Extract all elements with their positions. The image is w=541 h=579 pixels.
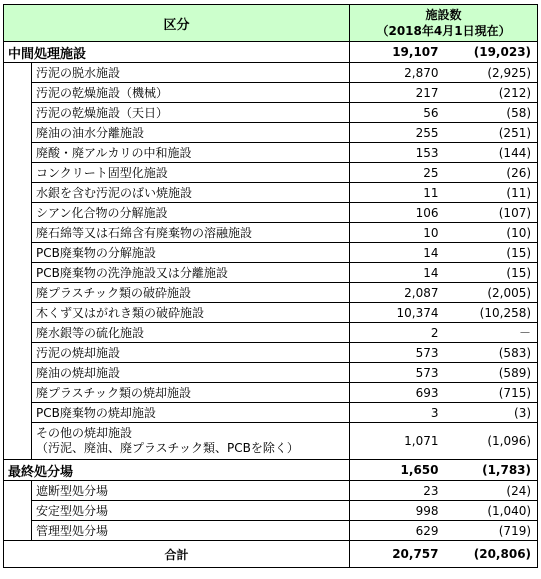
indent-cell [4, 243, 32, 263]
item-name: 汚泥の焼却施設 [32, 343, 350, 363]
item-prev-value: (3) [445, 403, 538, 423]
item-name: 廃酸・廃アルカリの中和施設 [32, 143, 350, 163]
group-prev-value: (19,023) [445, 42, 538, 63]
group-value: 1,650 [350, 460, 445, 481]
item-value: 2,087 [350, 283, 445, 303]
group-name: 最終処分場 [4, 460, 350, 481]
item-value: 998 [350, 501, 445, 521]
item-name: 廃プラスチック類の破砕施設 [32, 283, 350, 303]
item-prev-value: (15) [445, 243, 538, 263]
item-prev-value: (589) [445, 363, 538, 383]
table-row [4, 323, 538, 343]
indent-cell [4, 183, 32, 203]
item-prev-value: (26) [445, 163, 538, 183]
table-row [4, 223, 538, 243]
item-prev-value: (2,925) [445, 63, 538, 83]
group-row [4, 460, 538, 481]
total-row [4, 541, 538, 568]
indent-cell [4, 423, 32, 460]
item-value: 693 [350, 383, 445, 403]
indent-cell [4, 403, 32, 423]
header-count-subtitle: （2018年4月1日現在） [376, 24, 511, 38]
item-prev-value: (583) [445, 343, 538, 363]
group-name: 中間処理施設 [4, 42, 350, 63]
item-name: 水銀を含む汚泥のばい焼施設 [32, 183, 350, 203]
table-row [4, 283, 538, 303]
indent-cell [4, 303, 32, 323]
item-prev-value: (10,258) [445, 303, 538, 323]
table-row [4, 263, 538, 283]
indent-cell [4, 123, 32, 143]
indent-cell [4, 263, 32, 283]
table-row [4, 383, 538, 403]
header-count [350, 5, 538, 42]
indent-cell [4, 163, 32, 183]
item-name: 汚泥の乾燥施設（機械） [32, 83, 350, 103]
item-value: 255 [350, 123, 445, 143]
total-label: 合計 [4, 541, 350, 568]
table-row [4, 83, 538, 103]
item-prev-value: (10) [445, 223, 538, 243]
item-prev-value: (1,096) [445, 423, 538, 460]
table-row [4, 203, 538, 223]
item-prev-value: (58) [445, 103, 538, 123]
item-value: 23 [350, 481, 445, 501]
indent-cell [4, 103, 32, 123]
table-row [4, 521, 538, 541]
item-name: 廃石綿等又は石綿含有廃棄物の溶融施設 [32, 223, 350, 243]
indent-cell [4, 501, 32, 521]
item-name: 汚泥の乾燥施設（天日） [32, 103, 350, 123]
item-name: 廃プラスチック類の焼却施設 [32, 383, 350, 403]
indent-cell [4, 223, 32, 243]
item-prev-value: (144) [445, 143, 538, 163]
item-name: PCB廃棄物の洗浄施設又は分離施設 [32, 263, 350, 283]
item-name: 管理型処分場 [32, 521, 350, 541]
item-prev-value: (107) [445, 203, 538, 223]
item-name: PCB廃棄物の焼却施設 [32, 403, 350, 423]
item-prev-value: (2,005) [445, 283, 538, 303]
item-value: 573 [350, 363, 445, 383]
item-value: 106 [350, 203, 445, 223]
table-row [4, 143, 538, 163]
indent-cell [4, 363, 32, 383]
indent-cell [4, 283, 32, 303]
item-value: 14 [350, 243, 445, 263]
item-value: 2 [350, 323, 445, 343]
indent-cell [4, 323, 32, 343]
item-value: 3 [350, 403, 445, 423]
indent-cell [4, 83, 32, 103]
group-row [4, 42, 538, 63]
indent-cell [4, 521, 32, 541]
header-category: 区分 [4, 5, 350, 42]
table-row [4, 423, 538, 460]
item-value: 1,071 [350, 423, 445, 460]
item-value: 2,870 [350, 63, 445, 83]
total-prev-value: (20,806) [445, 541, 538, 568]
item-name: 廃油の焼却施設 [32, 363, 350, 383]
table-row [4, 123, 538, 143]
item-name: 廃水銀等の硫化施設 [32, 323, 350, 343]
item-prev-value: (24) [445, 481, 538, 501]
item-value: 10,374 [350, 303, 445, 323]
total-value: 20,757 [350, 541, 445, 568]
item-prev-value: (15) [445, 263, 538, 283]
item-prev-value: (11) [445, 183, 538, 203]
item-value: 10 [350, 223, 445, 243]
item-name: PCB廃棄物の分解施設 [32, 243, 350, 263]
table-row [4, 303, 538, 323]
item-value: 25 [350, 163, 445, 183]
item-prev-value: (715) [445, 383, 538, 403]
item-name: 木くず又はがれき類の破砕施設 [32, 303, 350, 323]
table-row [4, 481, 538, 501]
header-count-title: 施設数 [425, 8, 462, 22]
item-value: 56 [350, 103, 445, 123]
item-prev-value: (251) [445, 123, 538, 143]
table-row [4, 501, 538, 521]
item-name: 遮断型処分場 [32, 481, 350, 501]
table-row [4, 183, 538, 203]
indent-cell [4, 63, 32, 83]
facility-table [3, 4, 538, 568]
indent-cell [4, 203, 32, 223]
item-name-line1: その他の焼却施設 [36, 426, 133, 440]
table-row [4, 343, 538, 363]
item-name: シアン化合物の分解施設 [32, 203, 350, 223]
item-name: 汚泥の脱水施設 [32, 63, 350, 83]
indent-cell [4, 343, 32, 363]
item-value: 629 [350, 521, 445, 541]
item-value: 153 [350, 143, 445, 163]
table-body [4, 42, 538, 568]
table-row [4, 243, 538, 263]
item-value: 11 [350, 183, 445, 203]
item-prev-value: (1,040) [445, 501, 538, 521]
indent-cell [4, 143, 32, 163]
item-name [32, 423, 350, 460]
item-name: 安定型処分場 [32, 501, 350, 521]
table-row [4, 363, 538, 383]
item-value: 14 [350, 263, 445, 283]
group-prev-value: (1,783) [445, 460, 538, 481]
table-header-row [4, 5, 538, 42]
indent-cell [4, 481, 32, 501]
group-value: 19,107 [350, 42, 445, 63]
table-row [4, 103, 538, 123]
item-name-line2: （汚泥、廃油、廃プラスチック類、PCBを除く） [36, 441, 299, 455]
item-name: 廃油の油水分離施設 [32, 123, 350, 143]
item-prev-value: (719) [445, 521, 538, 541]
indent-cell [4, 383, 32, 403]
table-row [4, 163, 538, 183]
item-prev-value: (212) [445, 83, 538, 103]
table-row [4, 403, 538, 423]
item-value: 217 [350, 83, 445, 103]
item-name: コンクリート固型化施設 [32, 163, 350, 183]
item-prev-value: － [445, 323, 538, 343]
table-row [4, 63, 538, 83]
item-value: 573 [350, 343, 445, 363]
